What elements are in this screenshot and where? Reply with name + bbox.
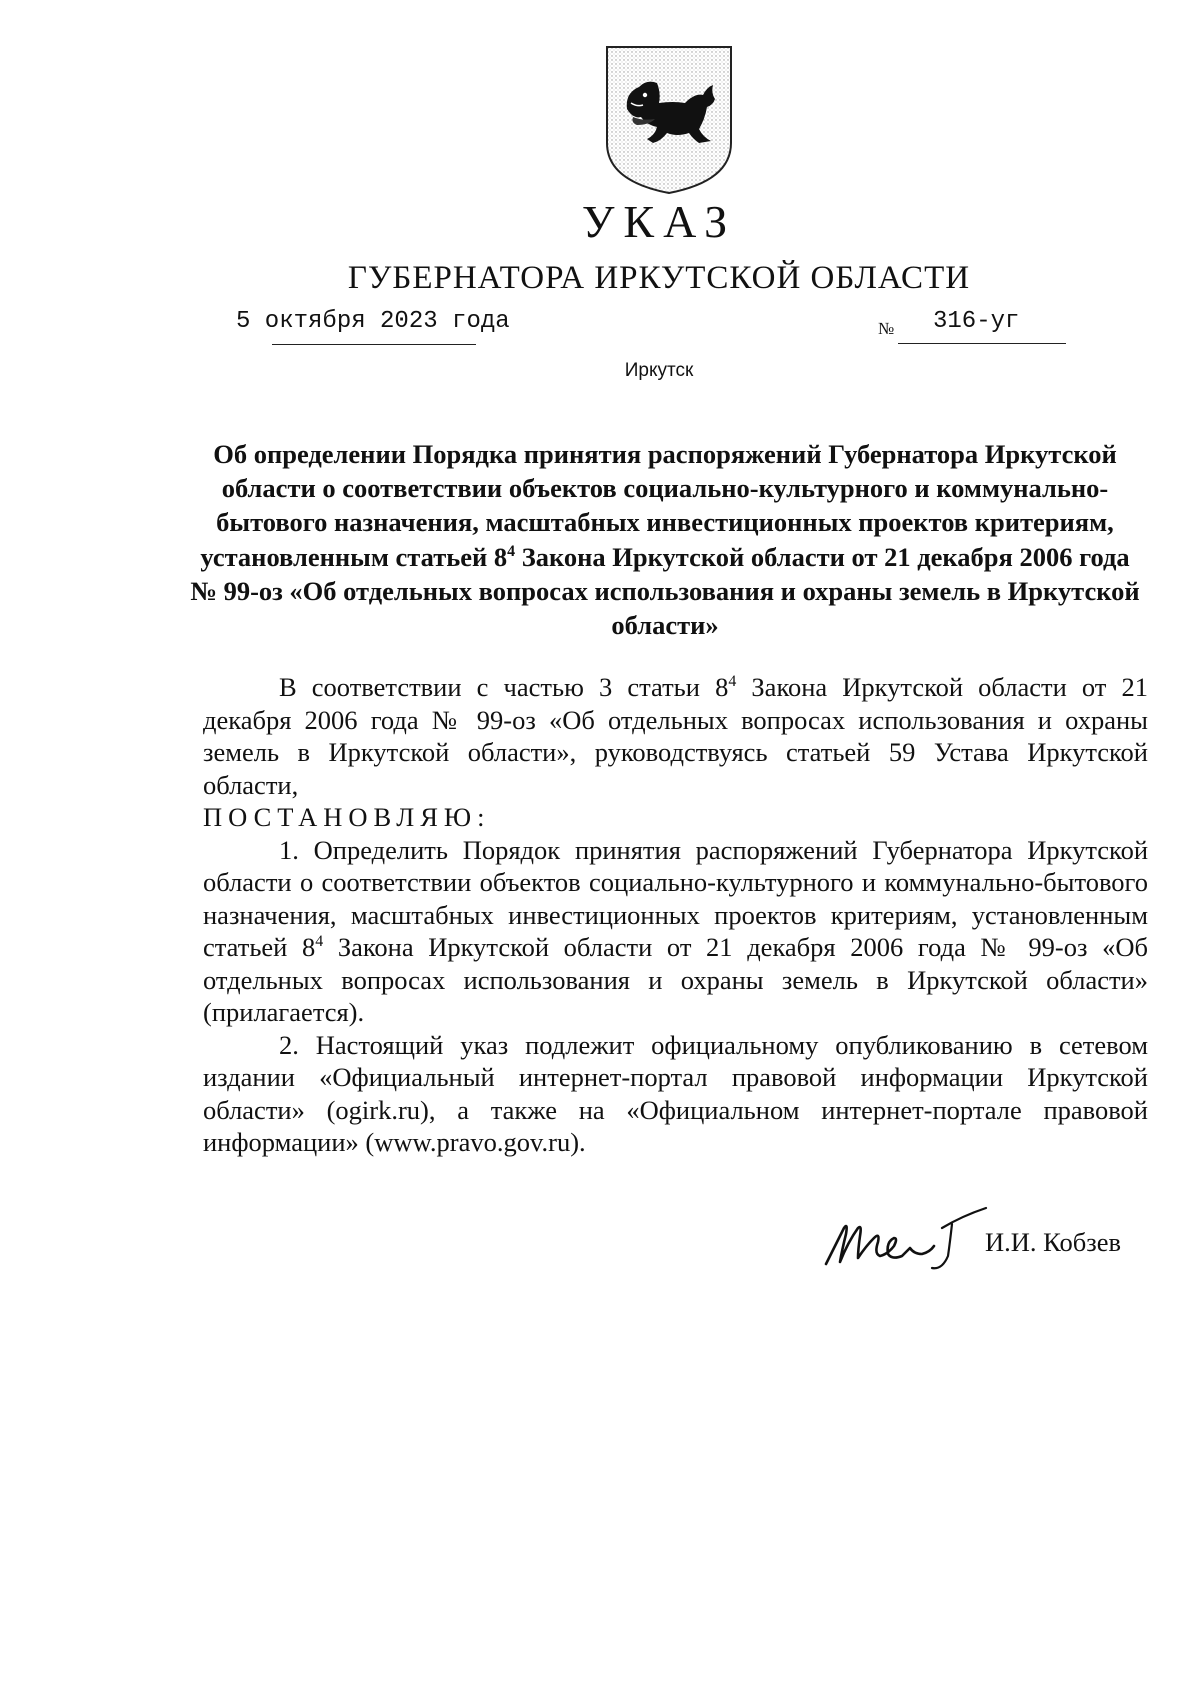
preamble-superscript: 4 — [728, 673, 737, 691]
decree-word: ПОСТАНОВЛЯЮ: — [203, 802, 491, 832]
date-underline — [272, 344, 476, 345]
list-item — [203, 834, 1148, 1029]
heading-text-part1: Об определении Порядка принятия распоряжений Губернатора Иркутской области о соответствии объектов социально-культурного и коммунально-бытового назначения, масштабных инвестиционных проектов критериям, установленным статьей 8 — [200, 439, 1117, 572]
handwritten-signature-icon — [822, 1198, 998, 1274]
irkutsk-coat-of-arms-icon — [603, 43, 735, 195]
city-name: Иркутск — [624, 360, 694, 381]
number-underline — [898, 343, 1066, 344]
preamble-text-part1: В соответствии с частью 3 статьи 8 — [279, 672, 729, 702]
preamble-text-part2: Закона Иркутской области от 21 декабря 2006 года № 99-оз «Об отдельных вопросах использования и охраны земель в Иркутской области», руководствуясь статьей 59 Устава Иркутской области, — [203, 672, 1148, 800]
decree-number: 316-уг — [933, 308, 1020, 335]
decree-title: УКАЗ — [581, 196, 737, 247]
preamble-paragraph — [203, 671, 1148, 801]
document-body — [203, 671, 1148, 1159]
decree-date: 5 октября 2023 года — [236, 308, 510, 335]
document-heading — [190, 437, 1140, 642]
signer-name: И.И. Кобзев — [985, 1227, 1121, 1257]
heading-superscript: 4 — [507, 542, 516, 560]
item-1-text-part1: 1. Определить Порядок принятия распоряжений Губернатора Иркутской области о соответствии объектов социально-культурного и коммунально-бытового назначения, масштабных инвестиционных проектов критериям, установленным статьей 8 — [203, 834, 1148, 962]
list-item: 2. Настоящий указ подлежит официальному опубликованию в сетевом издании «Официальный интернет-портал правовой информации Иркутской области» (ogirk.ru), а также на «Официальном интернет-портале правовой информации» (www.pravo.gov.ru). — [203, 1029, 1148, 1157]
item-1-text-part2: Закона Иркутской области от 21 декабря 2006 года № 99-оз «Об отдельных вопросах использования и охраны земель в Иркутской области» (прилагается). — [203, 932, 1148, 1027]
heading-text-part2: Закона Иркутской области от 21 декабря 2006 года № 99-оз «Об отдельных вопросах использования и охраны земель в Иркутской области» — [190, 541, 1140, 641]
item-1-superscript: 4 — [315, 933, 324, 951]
number-sign: № — [878, 319, 895, 338]
decree-subtitle: ГУБЕРНАТОРА ИРКУТСКОЙ ОБЛАСТИ — [347, 260, 971, 296]
